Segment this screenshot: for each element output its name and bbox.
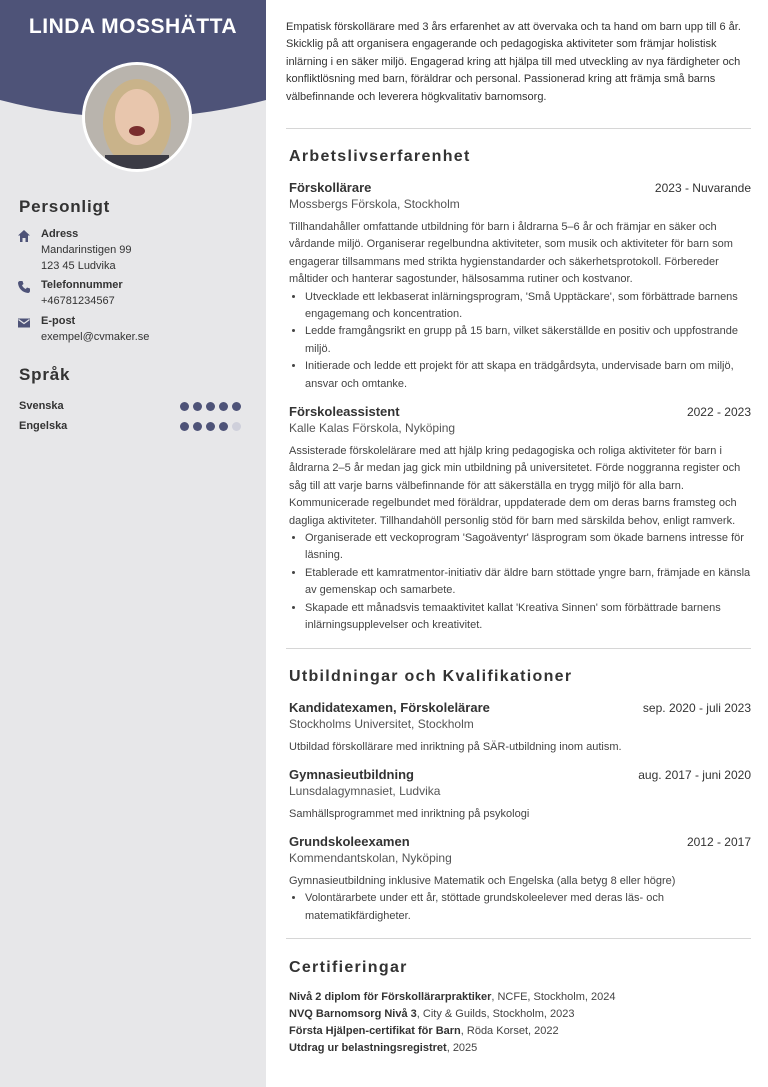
home-icon xyxy=(17,229,31,243)
certification-item xyxy=(289,1006,751,1023)
certification-name: Nivå 2 diplom för Förskollärarpraktiker xyxy=(289,991,492,1003)
job-employer: Mossbergs Förskola, Stockholm xyxy=(289,197,460,211)
degree-title: Grundskoleexamen xyxy=(289,834,410,849)
experience-entry xyxy=(289,180,751,393)
language-row xyxy=(19,396,243,412)
level-dot xyxy=(193,422,202,431)
certification-details: , 2025 xyxy=(446,1042,478,1054)
degree-date: sep. 2020 - juli 2023 xyxy=(642,701,751,715)
degree-date: aug. 2017 - juni 2020 xyxy=(638,768,751,782)
level-dot xyxy=(193,402,202,411)
job-title: Förskollärare xyxy=(289,180,372,195)
list-item: • Volontärarbete under ett år, stöttade grundskoleelever med deras läs- och matematikfärdigheter. xyxy=(305,890,751,925)
level-dot xyxy=(180,422,189,431)
education-entry xyxy=(289,767,751,823)
language-level xyxy=(176,418,241,436)
sidebar xyxy=(0,0,266,1087)
languages-heading: Språk xyxy=(19,365,71,384)
job-date: 2022 - 2023 xyxy=(686,405,751,419)
email-label: E-post xyxy=(41,315,76,327)
degree-date: 2012 - 2017 xyxy=(686,835,751,849)
profile-photo xyxy=(82,62,192,172)
certification-item xyxy=(289,1023,751,1040)
list-item: • Ledde framgångsrikt en grupp på 15 barn, vilket säkerställde en positiv och uppfostrande miljö. xyxy=(305,323,751,358)
list-item: • Organiserade ett veckoprogram 'Sagoäventyr' läsprogram som ökade barnens intresse för läsning. xyxy=(305,530,751,565)
certifications-heading: Certifieringar xyxy=(289,959,408,976)
degree-title: Gymnasieutbildning xyxy=(289,767,414,782)
job-title: Förskoleassistent xyxy=(289,404,400,419)
certification-name: Utdrag ur belastningsregistret xyxy=(289,1042,447,1054)
avatar xyxy=(85,65,189,169)
degree-description: Utbildad förskollärare med inriktning på SÄR-utbildning inom autism. xyxy=(289,741,622,753)
job-date: 2023 - Nuvarande xyxy=(654,181,751,195)
phone-icon xyxy=(17,280,31,294)
level-dot xyxy=(232,422,241,431)
education-entry xyxy=(289,834,751,925)
job-employer: Kalle Kalas Förskola, Nyköping xyxy=(289,421,456,435)
experience-heading: Arbetslivserfarenhet xyxy=(289,148,471,165)
certification-name: Första Hjälpen-certifikat för Barn xyxy=(289,1025,461,1037)
certification-item xyxy=(289,1040,751,1057)
personal-heading: Personligt xyxy=(19,197,111,216)
language-row xyxy=(19,416,243,432)
degree-title: Kandidatexamen, Förskolelärare xyxy=(289,700,490,715)
certification-name: NVQ Barnomsorg Nivå 3 xyxy=(289,1008,417,1020)
phone-value: +46781234567 xyxy=(41,295,115,307)
level-dot xyxy=(180,402,189,411)
address-label: Adress xyxy=(41,228,79,240)
level-dot xyxy=(232,402,241,411)
level-dot xyxy=(206,422,215,431)
level-dot xyxy=(219,422,228,431)
candidate-name: LINDA MOSSHÄTTA xyxy=(28,15,238,38)
degree-description: Samhällsprogrammet med inriktning på psykologi xyxy=(289,808,530,820)
divider xyxy=(286,648,751,649)
job-bullets xyxy=(289,289,751,393)
certification-details: , NCFE, Stockholm, 2024 xyxy=(491,991,616,1003)
certification-details: , Röda Korset, 2022 xyxy=(460,1025,559,1037)
degree-description: Gymnasieutbildning inklusive Matematik och Engelska (alla betyg 8 eller högre) xyxy=(289,875,676,887)
job-description: Tillhandahåller omfattande utbildning för barn i åldrarna 5–6 år och främjar en säker och vårdande miljö. Organiserar regelbundna aktiviteter, som musik och aktiviteter för barn som engagerar tillsammans med strikta hygienstandarder och säkerhetsprotokoll. Förbereder måltider och hanterar sagostunder, hälsosamma rutiner och kostvanor. xyxy=(289,221,733,286)
school-name: Lunsdalagymnasiet, Ludvika xyxy=(289,784,441,798)
list-item: • Utvecklade ett lekbaserat inlärningsprogram, 'Små Upptäckare', som förbättrade barnens engagemang och koncentration. xyxy=(305,289,751,324)
list-item: • Etablerade ett kamratmentor-initiativ där äldre barn stöttade yngre barn, främjade en känsla av gemenskap och samarbete. xyxy=(305,565,751,600)
job-bullets xyxy=(289,530,751,634)
divider xyxy=(286,128,751,129)
level-dot xyxy=(219,402,228,411)
education-heading: Utbildningar och Kvalifikationer xyxy=(289,668,573,685)
language-level xyxy=(176,398,241,416)
certification-details: , City & Guilds, Stockholm, 2023 xyxy=(416,1008,575,1020)
experience-entry xyxy=(289,404,751,634)
level-dot xyxy=(206,402,215,411)
email-value: exempel@cvmaker.se xyxy=(41,331,150,343)
job-description: Assisterade förskolelärare med att hjälp kring pedagogiska och roliga aktiviteter för barn i åldrarna 2–5 år medan jag gick min utbildning på universitetet. Förde noggranna register och såg till att varje barns välbefinnande för att säkerställa en trygg miljö för alla barn. Kommunicerade regelbundet med föräldrar, uppdaterade dem om deras barns framsteg och dagliga aktiviteter. Tillhandahöll personlig stöd för barn med särskilda behov, enligt ramverk. xyxy=(289,445,741,527)
education-entry xyxy=(289,700,751,756)
email-block xyxy=(17,315,247,347)
address-line2: 123 45 Ludvika xyxy=(41,260,116,272)
certification-item xyxy=(289,989,751,1006)
address-block xyxy=(17,228,247,276)
profile-summary: Empatisk förskollärare med 3 års erfarenhet av att övervaka och ta hand om barn upp till 6 år. Skicklig på att organisera engagerande och pedagogiska aktiviteter som främjar holistisk inlärning i en säker miljö. Engagerad kring att hjälpa till med utveckling av nya färdigheter och konfliktlösning med barn, föräldrar och personal. Passionerad kring att främja små barns välbefinnande och leverera högkvalitativ barnomsorg. xyxy=(286,21,741,103)
list-item: • Skapade ett månadsvis temaaktivitet kallat 'Kreativa Sinnen' som förbättrade barnens inlärningsupplevelser och kreativitet. xyxy=(305,600,751,635)
degree-bullets xyxy=(289,890,751,925)
language-name: Engelska xyxy=(19,420,68,432)
mail-icon xyxy=(17,316,31,330)
school-name: Kommendantskolan, Nyköping xyxy=(289,851,452,865)
divider xyxy=(286,938,751,939)
phone-label: Telefonnummer xyxy=(41,279,123,291)
address-line1: Mandarinstigen 99 xyxy=(41,244,132,256)
language-name: Svenska xyxy=(19,400,64,412)
list-item: • Initierade och ledde ett projekt för att skapa en trädgårdsyta, undervisade barn om miljö, ansvar och omtanke. xyxy=(305,358,751,393)
phone-block xyxy=(17,279,247,311)
school-name: Stockholms Universitet, Stockholm xyxy=(289,717,474,731)
